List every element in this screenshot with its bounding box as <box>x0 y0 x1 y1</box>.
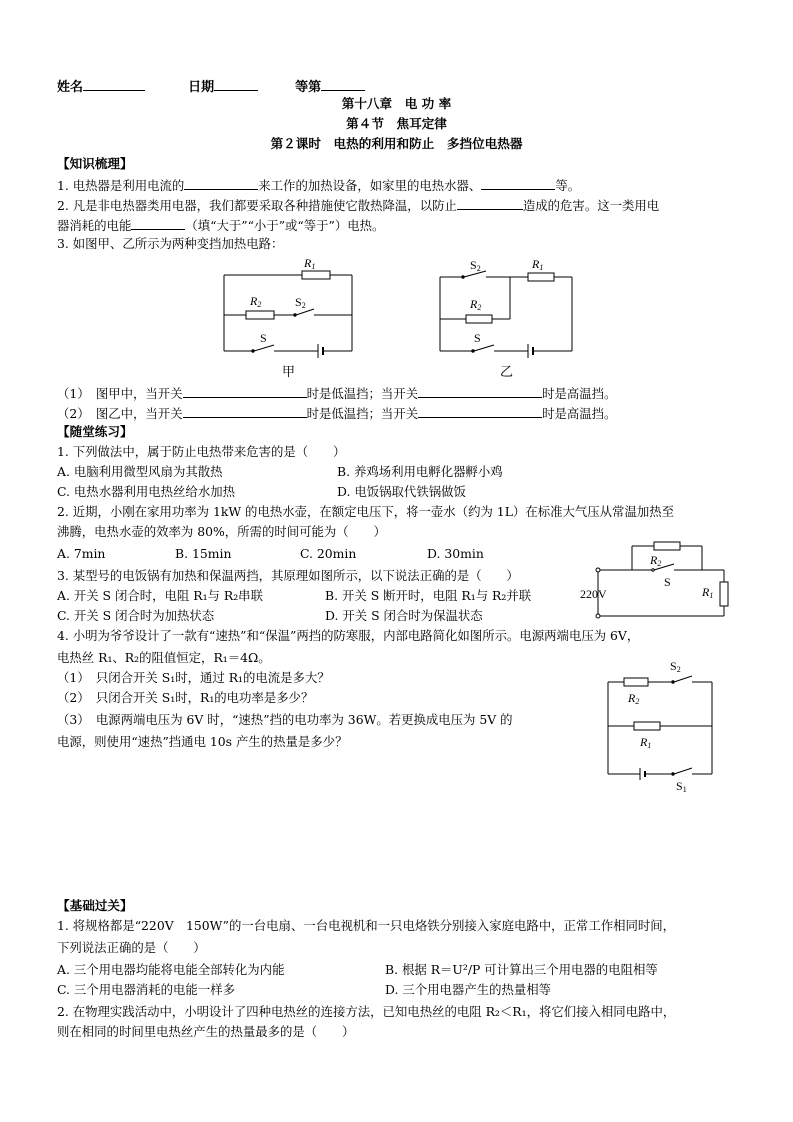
option-c[interactable]: C. 开关 S 闭合时为加热状态 <box>57 608 215 623</box>
resistor-r1 <box>528 273 554 281</box>
label-r2: R2 <box>250 294 262 309</box>
resistor-r2 <box>246 311 274 319</box>
knowledge-sub2: （2） 图乙中，当开关 时是低温挡；当开关 时是高温挡。 <box>57 406 617 421</box>
label-r1: R1 <box>702 585 714 600</box>
label-s: S <box>474 331 481 345</box>
resistor-r2 <box>654 542 680 550</box>
knowledge-q2-line1: 2. 凡是非电热器类用电器，我们都要采取各种措施使它散热降温，以防止 造成的危害。这一类用电 <box>57 198 660 213</box>
practice-q3: 3. 某型号的电饭锅有加热和保温两挡，其原理如图所示，以下说法正确的是（ ） <box>57 568 519 583</box>
label-r2: R2 <box>650 553 662 568</box>
option-a[interactable]: A. 7min <box>57 546 106 561</box>
practice-q1-ab <box>57 464 503 480</box>
lesson-title: 第２课时 电热的利用和防止 多挡位电热器 <box>270 136 523 151</box>
grade-label: 等第 <box>295 80 322 95</box>
option-d[interactable]: D. 电饭锅取代铁锅做饭 <box>337 484 466 499</box>
q1-blank-1[interactable] <box>184 176 258 190</box>
label-r2: R2 <box>470 297 482 312</box>
practice-q4-line1: 4. 小明为爷爷设计了一款有“速热”和“保温”两挡的防寒服，内部电路简化如图所示。电源两端电压为 6V， <box>57 628 640 643</box>
label-s: S <box>260 331 267 345</box>
name-label: 姓名 <box>57 80 84 95</box>
option-b[interactable]: B. 养鸡场利用电孵化器孵小鸡 <box>337 464 503 479</box>
option-c[interactable]: C. 电热水器利用电热丝给水加热 <box>57 484 235 499</box>
circuit-yi <box>430 250 590 380</box>
basics-q2-line2: 则在相同的时间里电热丝产生的热量最多的是（ ） <box>57 1024 355 1039</box>
practice-q1: 1. 下列做法中，属于防止电热带来危害的是（ ） <box>57 444 346 459</box>
practice-q2-options <box>57 546 484 562</box>
figure-label-yi: 乙 <box>500 365 514 380</box>
basics-q1-ab <box>57 962 658 978</box>
q2-blank-2[interactable] <box>131 216 185 230</box>
basics-q2-line1: 2. 在物理实践活动中，小明设计了四种电热丝的连接方法，已知电热丝的电阻 R₂＜R₁，将它们接入相同电路中， <box>57 1004 676 1019</box>
practice-q3-ab <box>57 588 532 604</box>
knowledge-q3: 3. 如图甲、乙所示为两种变挡加热电路： <box>57 236 284 251</box>
date-field[interactable] <box>214 77 258 91</box>
switch-s1 <box>674 768 692 774</box>
label-s: S <box>664 575 671 589</box>
option-d[interactable]: D. 三个用电器产生的热量相等 <box>385 982 552 997</box>
basics-q1-line1: 1. 将规格都是“220V 150W”的一台电扇、一台电视机和一只电烙铁分别接入家庭电路中，正常工作相同时间， <box>57 918 676 933</box>
sub1-blank-1[interactable] <box>183 384 307 398</box>
resistor-r2 <box>466 315 492 323</box>
knowledge-q2-line2: 器消耗的电能 （填“大于”“小于”或“等于”）电热。 <box>57 218 385 233</box>
sub2-blank-2[interactable] <box>418 404 542 418</box>
switch-s <box>474 345 494 351</box>
label-r2: R2 <box>628 691 640 706</box>
label-s1: S1 <box>676 779 687 794</box>
figure-label-jia: 甲 <box>282 365 296 380</box>
practice-q2-line2: 沸腾，电热水壶的效率为 80%，所需的时间可能为（ ） <box>57 524 386 539</box>
name-field[interactable] <box>83 77 145 91</box>
grade-field[interactable] <box>321 77 365 91</box>
practice-q4-sub3-line1: （3） 电源两端电压为 6V 时，“速热”挡的电功率为 36W。若更换成电压为 5V 的 <box>57 712 513 727</box>
header-row <box>57 76 365 95</box>
option-a[interactable]: A. 开关 S 闭合时，电阻 R₁与 R₂串联 <box>57 588 263 603</box>
basics-heading: 【基础过关】 <box>57 898 133 913</box>
basics-q1-line2: 下列说法正确的是（ ） <box>57 940 206 955</box>
label-s2: S2 <box>670 659 681 674</box>
label-r1: R1 <box>532 257 544 272</box>
resistor-r2 <box>624 678 648 686</box>
chapter-title: 第十八章 电 功 率 <box>341 96 452 111</box>
practice-q3-cd <box>57 608 483 624</box>
knowledge-sub1: （1） 图甲中，当开关 时是低温挡；当开关 时是高温挡。 <box>57 386 617 401</box>
resistor-r1 <box>634 722 660 730</box>
label-r1: R1 <box>304 256 316 271</box>
basics-q1-cd <box>57 982 552 998</box>
switch-s2 <box>674 676 692 682</box>
option-b[interactable]: B. 开关 S 断开时，电阻 R₁与 R₂并联 <box>325 588 532 603</box>
section-title: 第４节 焦耳定律 <box>346 116 447 131</box>
switch-s <box>254 345 274 351</box>
circuit-heated-clothing <box>596 654 726 794</box>
sub1-blank-2[interactable] <box>418 384 542 398</box>
q2-blank-1[interactable] <box>457 196 523 210</box>
practice-q4-sub1: （1） 只闭合开关 S₁时，通过 R₁的电流是多大？ <box>57 670 330 685</box>
practice-q4-sub3-line2: 电源，则使用“速热”挡通电 10s 产生的热量是多少？ <box>57 734 348 749</box>
label-r1: R1 <box>640 735 652 750</box>
option-a[interactable]: A. 三个用电器均能将电能全部转化为内能 <box>57 962 285 977</box>
circuit-jia <box>210 250 370 380</box>
sub2-blank-1[interactable] <box>183 404 307 418</box>
option-c[interactable]: C. 20min <box>300 546 357 561</box>
circuit-rice-cooker <box>578 536 738 628</box>
option-b[interactable]: B. 15min <box>175 546 232 561</box>
date-label: 日期 <box>188 80 215 95</box>
label-s2: S2 <box>470 258 481 273</box>
option-d[interactable]: D. 30min <box>427 546 484 561</box>
practice-q2-line1: 2. 近期，小刚在家用功率为 1kW 的电热水壶，在额定电压下，将一壶水（约为 1L）在标准大气压从常温加热至 <box>57 504 675 519</box>
label-s2: S2 <box>295 295 306 310</box>
practice-q4-line2: 电热丝 R₁、R₂的阻值恒定，R₁＝4Ω。 <box>57 650 271 665</box>
practice-q1-cd <box>57 484 466 500</box>
option-a[interactable]: A. 电脑利用微型风扇为其散热 <box>57 464 223 479</box>
label-voltage: 220V <box>580 587 607 601</box>
knowledge-heading: 【知识梳理】 <box>57 156 133 171</box>
practice-q4-sub2: （2） 只闭合开关 S₁时，R₁的电功率是多少？ <box>57 690 314 705</box>
option-c[interactable]: C. 三个用电器消耗的电能一样多 <box>57 982 235 997</box>
q1-blank-2[interactable] <box>481 176 555 190</box>
knowledge-q1: 1. 电热器是利用电流的 来工作的加热设备，如家里的电热水器、 等。 <box>57 178 581 193</box>
practice-heading: 【随堂练习】 <box>57 424 133 439</box>
resistor-r1 <box>302 271 330 279</box>
option-b[interactable]: B. 根据 R＝U²/P 可计算出三个用电器的电阻相等 <box>385 962 658 977</box>
option-d[interactable]: D. 开关 S 闭合时为保温状态 <box>325 608 483 623</box>
resistor-r1 <box>720 582 728 606</box>
